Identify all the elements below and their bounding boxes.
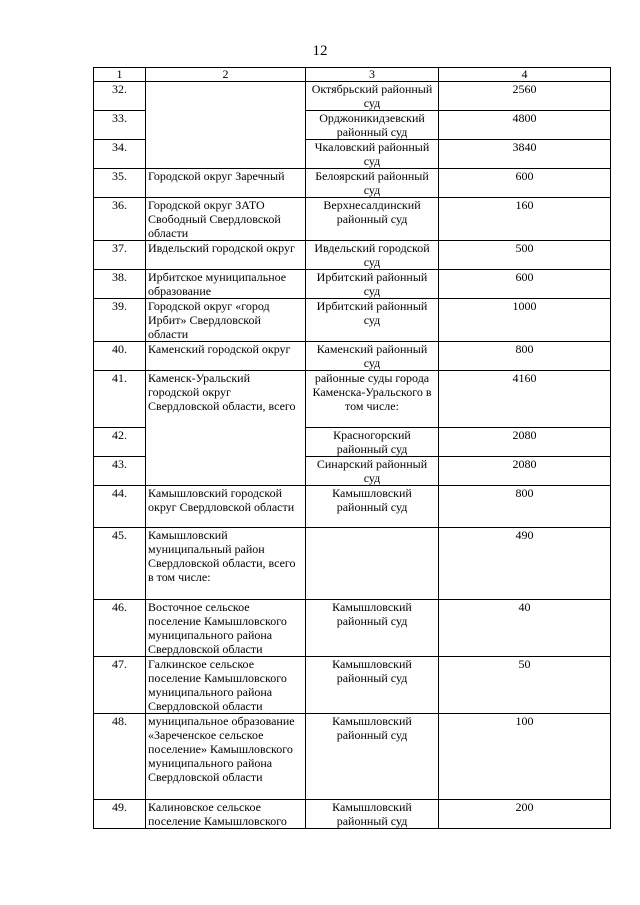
municipality-cell: Камышловский муниципальный район Свердловской области, всего в том числе: [146,528,306,600]
amount-cell: 1000 [439,299,611,342]
table-row [94,486,611,528]
column-number-4: 4 [439,68,611,82]
amount-cell: 800 [439,342,611,371]
court-cell: Верхнесалдинский районный суд [306,198,439,241]
court-cell: Камышловский районный суд [306,657,439,714]
amount-cell: 50 [439,657,611,714]
municipality-cell: Галкинское сельское поселение Камышловского муниципального района Свердловской области [146,657,306,714]
row-number: 45. [94,528,146,600]
table-row [94,371,611,428]
municipality-cell: Городской округ Заречный [146,169,306,198]
amount-cell: 3840 [439,140,611,169]
municipality-cell: Камышловский городской округ Свердловской области [146,486,306,528]
court-cell: Камышловский районный суд [306,486,439,528]
table-row [94,657,611,714]
amount-cell: 2080 [439,457,611,486]
table-row [94,82,611,111]
column-number-2: 2 [146,68,306,82]
row-number: 47. [94,657,146,714]
amount-cell: 600 [439,169,611,198]
amount-cell: 500 [439,241,611,270]
municipality-cell [146,82,306,169]
column-number-row [94,68,611,82]
table-row [94,270,611,299]
row-number: 34. [94,140,146,169]
court-cell: Каменский районный суд [306,342,439,371]
municipality-cell: Городской округ ЗАТО Свободный Свердловской области [146,198,306,241]
row-number: 32. [94,82,146,111]
amount-cell: 4800 [439,111,611,140]
row-number: 35. [94,169,146,198]
row-number: 42. [94,428,146,457]
municipality-cell: Калиновское сельское поселение Камышловского [146,800,306,829]
table-row [94,169,611,198]
court-cell: Камышловский районный суд [306,800,439,829]
page-number: 12 [312,43,328,59]
row-number: 49. [94,800,146,829]
municipality-cell: муниципальное образование «Зареченское сельское поселение» Камышловского муниципального района Свердловской области [146,714,306,800]
amount-cell: 2080 [439,428,611,457]
municipality-cell: Каменск-Уральский городской округ Свердловской области, всего [146,371,306,486]
row-number: 41. [94,371,146,428]
amount-cell: 490 [439,528,611,600]
row-number: 40. [94,342,146,371]
table-body [94,82,611,829]
table-row [94,600,611,657]
court-cell: Ирбитский районный суд [306,270,439,299]
table-row [94,342,611,371]
row-number: 39. [94,299,146,342]
court-cell: Синарский районный суд [306,457,439,486]
court-cell: Красногорский районный суд [306,428,439,457]
court-cell: районные суды города Каменска-Уральского в том числе: [306,371,439,428]
municipality-cell: Ирбитское муниципальное образование [146,270,306,299]
amount-cell: 200 [439,800,611,829]
column-number-1: 1 [94,68,146,82]
table-row [94,528,611,600]
table-row [94,714,611,800]
court-cell: Октябрьский районный суд [306,82,439,111]
row-number: 43. [94,457,146,486]
municipality-cell: Ивдельский городской округ [146,241,306,270]
row-number: 48. [94,714,146,800]
court-cell: Ирбитский районный суд [306,299,439,342]
row-number: 37. [94,241,146,270]
municipality-cell: Восточное сельское поселение Камышловского муниципального района Свердловской области [146,600,306,657]
amount-cell: 40 [439,600,611,657]
court-cell: Белоярский районный суд [306,169,439,198]
amount-cell: 600 [439,270,611,299]
table-row [94,241,611,270]
municipality-cell: Городской округ «город Ирбит» Свердловской области [146,299,306,342]
amount-cell: 100 [439,714,611,800]
amount-cell: 4160 [439,371,611,428]
table-row [94,198,611,241]
court-cell: Камышловский районный суд [306,600,439,657]
row-number: 46. [94,600,146,657]
court-cell: Чкаловский районный суд [306,140,439,169]
allocation-table [93,67,611,829]
court-cell [306,528,439,600]
amount-cell: 2560 [439,82,611,111]
amount-cell: 160 [439,198,611,241]
court-cell: Камышловский районный суд [306,714,439,800]
row-number: 36. [94,198,146,241]
court-cell: Орджоникидзевский районный суд [306,111,439,140]
amount-cell: 800 [439,486,611,528]
table-row [94,800,611,829]
table-row [94,299,611,342]
court-cell: Ивдельский городской суд [306,241,439,270]
row-number: 33. [94,111,146,140]
row-number: 38. [94,270,146,299]
municipality-cell: Каменский городской округ [146,342,306,371]
row-number: 44. [94,486,146,528]
column-number-3: 3 [306,68,439,82]
